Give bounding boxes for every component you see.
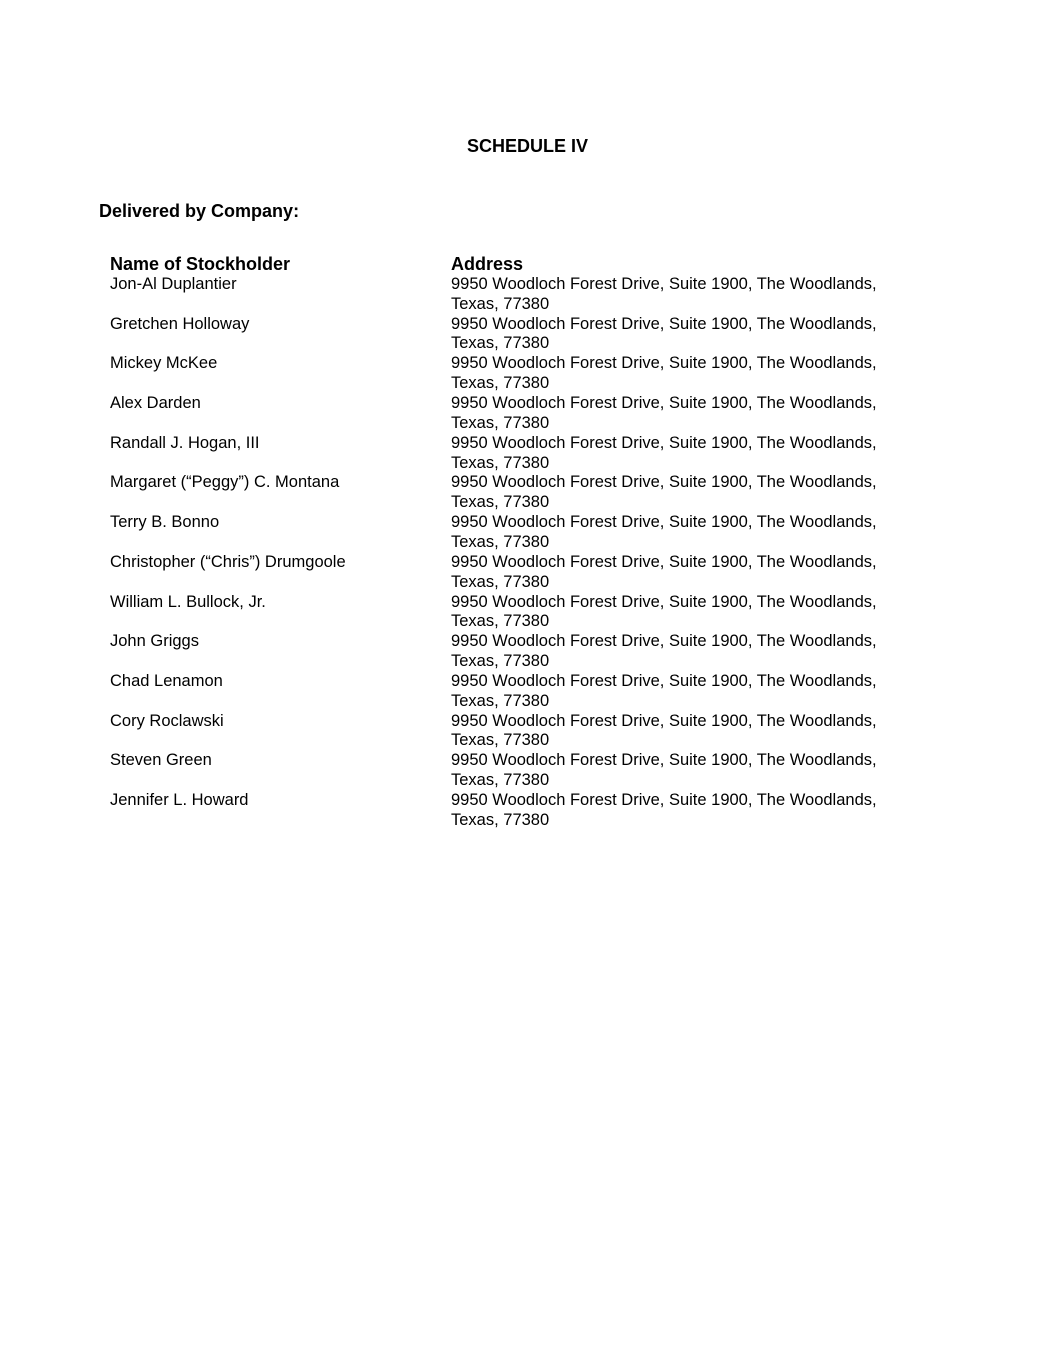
stockholder-address <box>451 791 921 831</box>
stockholder-address <box>451 394 921 434</box>
stockholder-address <box>451 632 921 672</box>
stockholder-name: Christopher (“Chris”) Drumgoole <box>110 552 346 571</box>
address-line-2: Texas, 77380 <box>451 493 550 512</box>
address-line-1: 9950 Woodloch Forest Drive, Suite 1900, The Woodlands, <box>451 592 877 611</box>
stockholder-name: Jennifer L. Howard <box>110 790 249 809</box>
address-line-2: Texas, 77380 <box>451 334 550 353</box>
column-header-name: Name of Stockholder <box>110 254 291 274</box>
stockholder-address <box>451 672 921 712</box>
stockholder-name: Margaret (“Peggy”) C. Montana <box>110 473 340 492</box>
address-line-2: Texas, 77380 <box>451 651 550 670</box>
stockholder-name: Mickey McKee <box>110 354 218 373</box>
address-line-2: Texas, 77380 <box>451 572 550 591</box>
stockholder-address <box>451 473 921 513</box>
address-line-2: Texas, 77380 <box>451 810 550 829</box>
address-line-1: 9950 Woodloch Forest Drive, Suite 1900, The Woodlands, <box>451 751 877 770</box>
table-row <box>110 275 930 315</box>
stockholder-address <box>451 593 921 633</box>
stockholder-name: Terry B. Bonno <box>110 513 220 532</box>
stockholder-address <box>451 354 921 394</box>
address-line-2: Texas, 77380 <box>451 374 550 393</box>
stockholder-name: William L. Bullock, Jr. <box>110 592 266 611</box>
table-row <box>110 473 930 513</box>
table-row <box>110 751 930 791</box>
table-row <box>110 354 930 394</box>
table-row <box>110 434 930 474</box>
table-row <box>110 315 930 355</box>
stockholder-address <box>451 513 921 553</box>
address-line-1: 9950 Woodloch Forest Drive, Suite 1900, The Woodlands, <box>451 513 877 532</box>
table-row <box>110 553 930 593</box>
stockholder-name: Jon-Al Duplantier <box>110 275 237 293</box>
address-line-2: Texas, 77380 <box>451 691 550 710</box>
stockholder-table <box>110 253 930 831</box>
stockholder-address <box>451 553 921 593</box>
address-line-2: Texas, 77380 <box>451 731 550 750</box>
address-line-2: Texas, 77380 <box>451 612 550 631</box>
address-line-1: 9950 Woodloch Forest Drive, Suite 1900, The Woodlands, <box>451 473 877 492</box>
table-row <box>110 632 930 672</box>
stockholder-address <box>451 434 921 474</box>
table-row <box>110 791 930 831</box>
table-header-row <box>110 253 930 275</box>
stockholder-name: Cory Roclawski <box>110 711 224 730</box>
stockholder-name: Alex Darden <box>110 394 201 413</box>
address-line-2: Texas, 77380 <box>451 453 550 472</box>
address-line-1: 9950 Woodloch Forest Drive, Suite 1900, The Woodlands, <box>451 433 877 452</box>
stockholder-name: Chad Lenamon <box>110 671 223 690</box>
table-row <box>110 593 930 633</box>
column-header-address: Address <box>451 254 524 274</box>
section-label: Delivered by Company: <box>99 201 300 221</box>
stockholder-address <box>451 275 921 315</box>
address-line-2: Texas, 77380 <box>451 771 550 790</box>
schedule-title: SCHEDULE IV <box>466 136 589 156</box>
stockholder-address <box>451 315 921 355</box>
address-line-2: Texas, 77380 <box>451 294 550 313</box>
table-row <box>110 712 930 752</box>
address-line-2: Texas, 77380 <box>451 532 550 551</box>
address-line-1: 9950 Woodloch Forest Drive, Suite 1900, The Woodlands, <box>451 632 877 651</box>
table-row <box>110 672 930 712</box>
address-line-1: 9950 Woodloch Forest Drive, Suite 1900, The Woodlands, <box>451 354 877 373</box>
stockholder-name: John Griggs <box>110 632 199 651</box>
table-row <box>110 513 930 553</box>
table-body <box>110 275 930 831</box>
stockholder-name: Gretchen Holloway <box>110 314 250 333</box>
address-line-1: 9950 Woodloch Forest Drive, Suite 1900, The Woodlands, <box>451 552 877 571</box>
address-line-2: Texas, 77380 <box>451 413 550 432</box>
stockholder-name: Steven Green <box>110 751 212 770</box>
address-line-1: 9950 Woodloch Forest Drive, Suite 1900, The Woodlands, <box>451 275 877 293</box>
address-line-1: 9950 Woodloch Forest Drive, Suite 1900, The Woodlands, <box>451 671 877 690</box>
address-line-1: 9950 Woodloch Forest Drive, Suite 1900, The Woodlands, <box>451 711 877 730</box>
stockholder-address <box>451 751 921 791</box>
stockholder-name: Randall J. Hogan, III <box>110 433 260 452</box>
stockholder-address <box>451 712 921 752</box>
address-line-1: 9950 Woodloch Forest Drive, Suite 1900, The Woodlands, <box>451 314 877 333</box>
address-line-1: 9950 Woodloch Forest Drive, Suite 1900, The Woodlands, <box>451 790 877 809</box>
table-row <box>110 394 930 434</box>
address-line-1: 9950 Woodloch Forest Drive, Suite 1900, The Woodlands, <box>451 394 877 413</box>
